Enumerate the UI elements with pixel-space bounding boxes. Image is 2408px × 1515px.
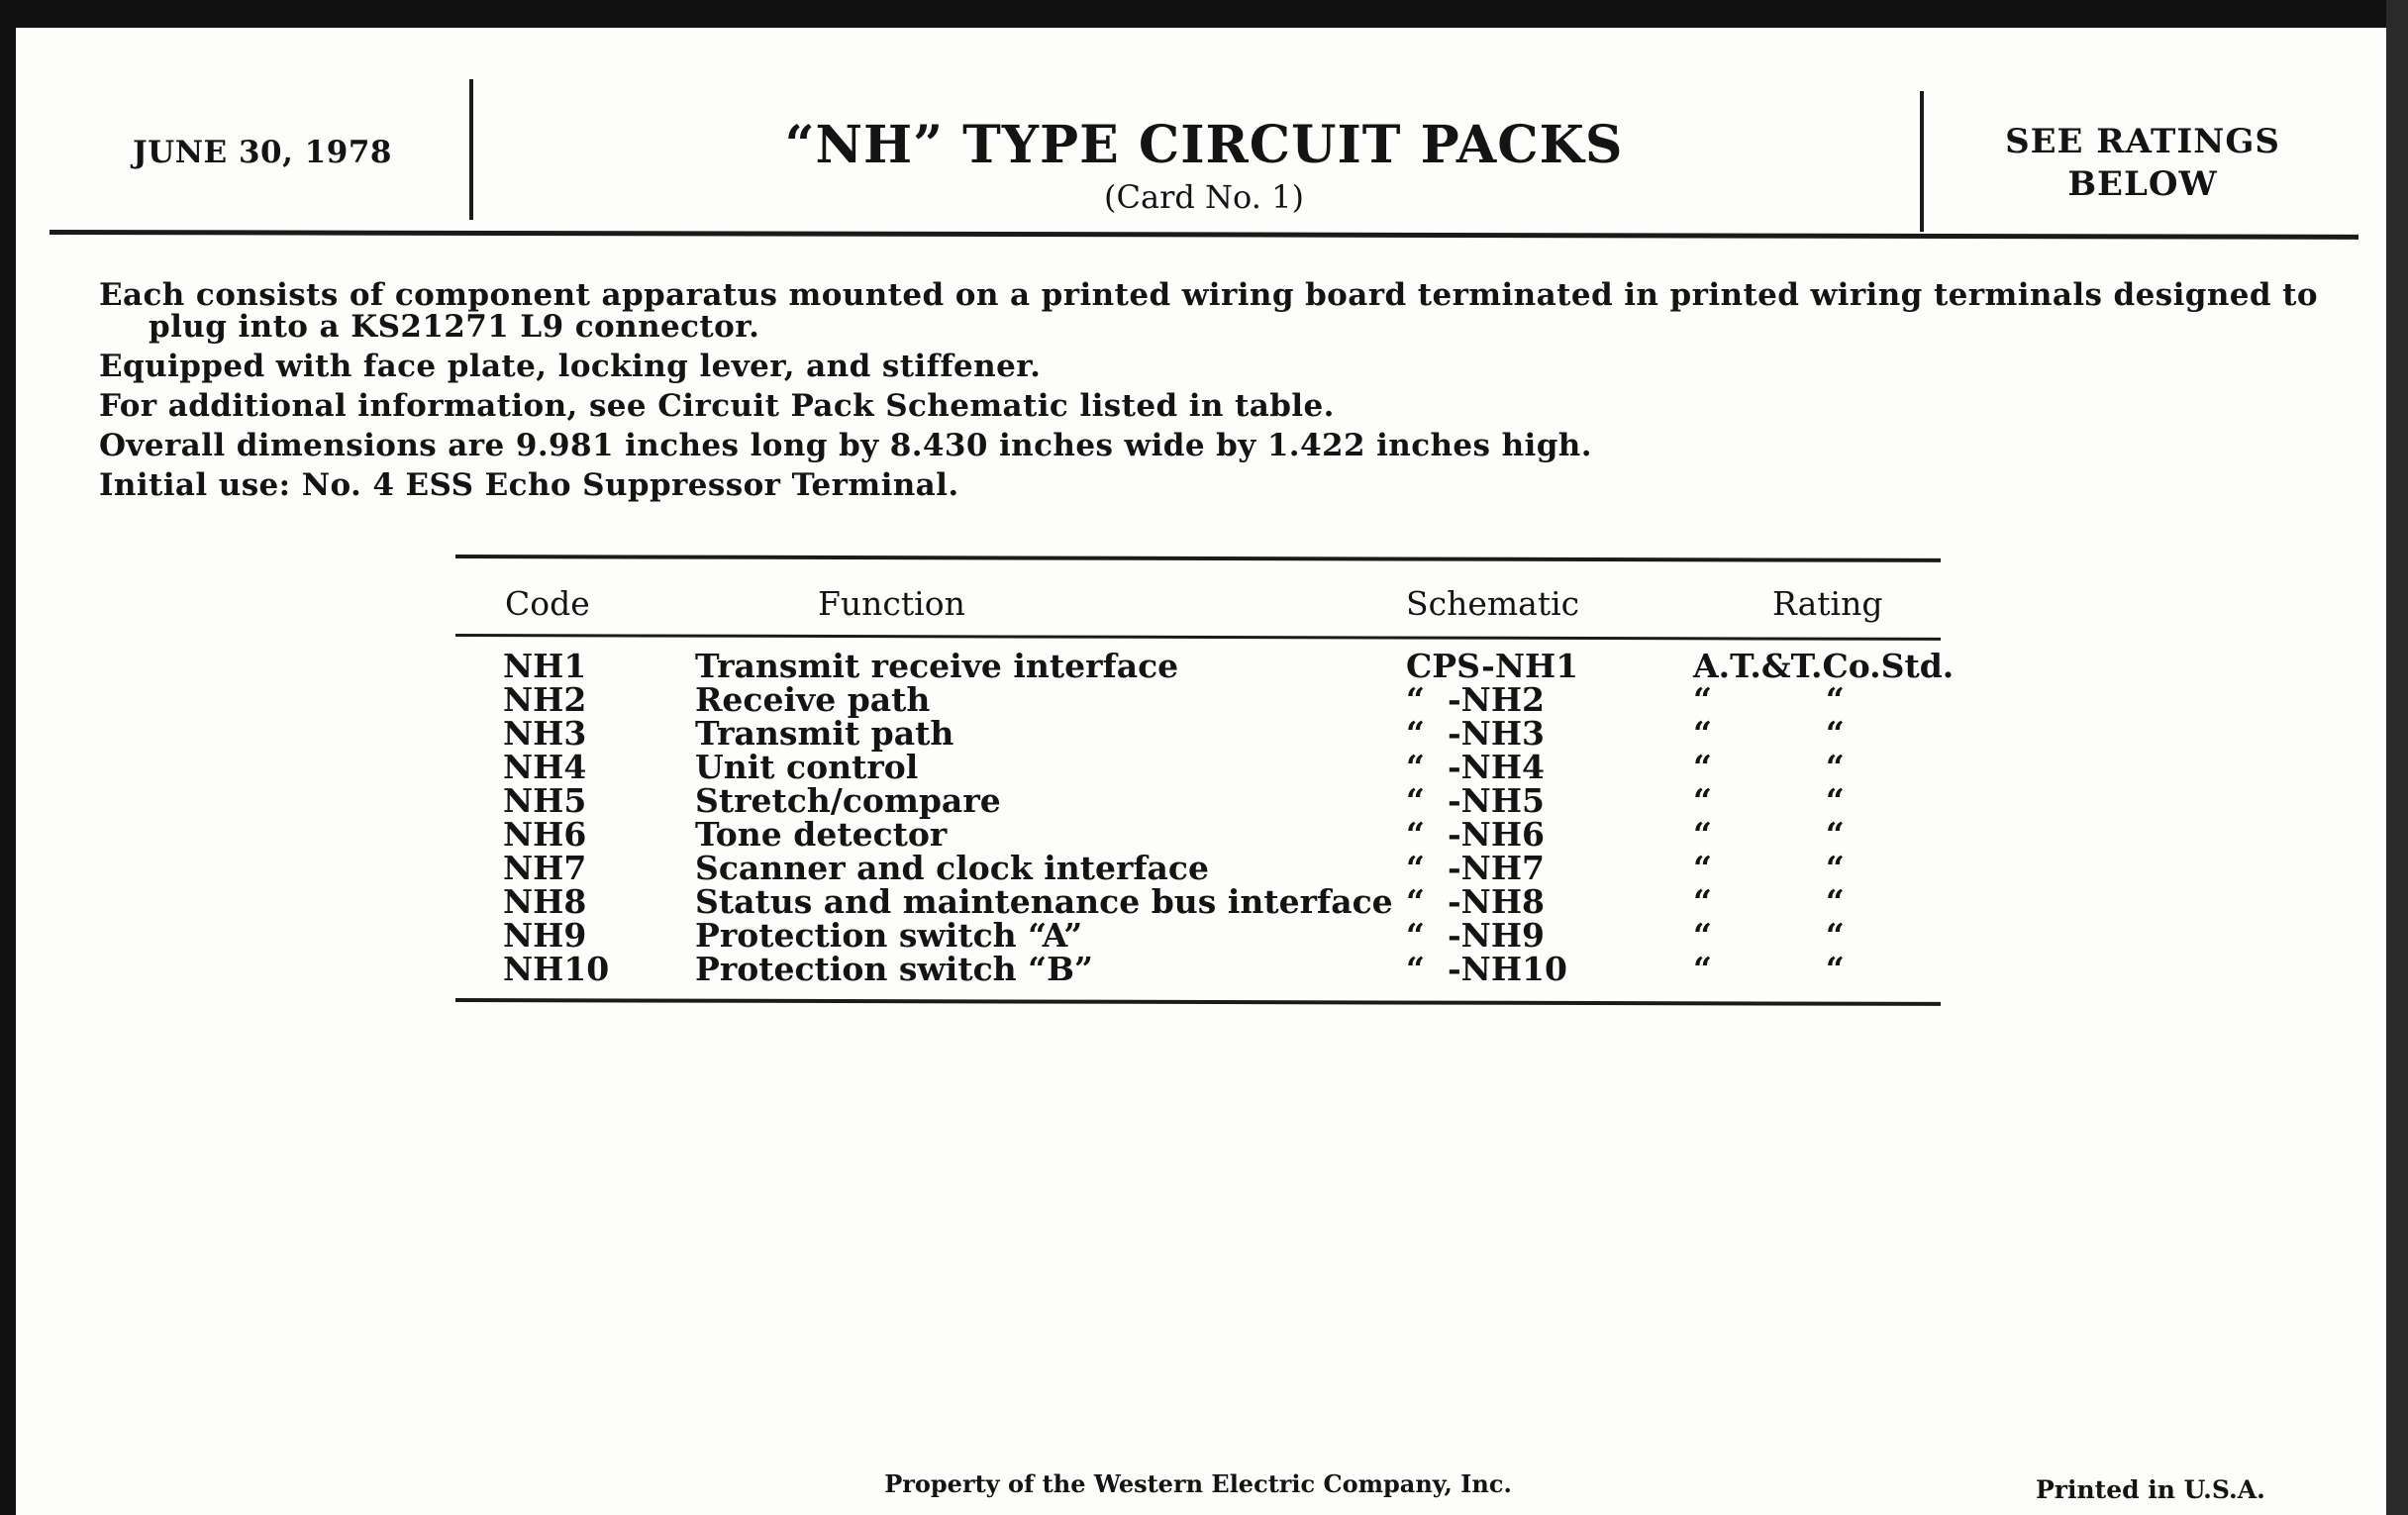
- cell-function: Stretch/compare: [695, 781, 1001, 820]
- table-header-rule: [455, 634, 1941, 641]
- cell-rating: “ “: [1693, 849, 1845, 887]
- table-row: [455, 647, 1955, 685]
- header-rule: [50, 230, 2358, 240]
- cell-code: NH4: [503, 748, 587, 786]
- cell-rating: “ “: [1693, 815, 1845, 854]
- column-header-code: Code: [505, 584, 590, 623]
- cell-schematic: “ -NH9: [1406, 916, 1545, 955]
- ratings-note: [1955, 121, 2331, 206]
- cell-schematic: “ -NH4: [1406, 748, 1545, 786]
- column-header-schematic: Schematic: [1406, 584, 1580, 623]
- description-line: Initial use: No. 4 ESS Echo Suppressor Terminal.: [99, 467, 959, 503]
- description: [99, 275, 2327, 505]
- column-header-function: Function: [818, 584, 965, 623]
- table-row: [455, 748, 1941, 786]
- scan-edge: [2386, 0, 2408, 1515]
- catalog-card: [16, 28, 2398, 1515]
- table-bottom-rule: [455, 998, 1941, 1006]
- cell-code: NH6: [503, 815, 587, 854]
- description-line: Overall dimensions are 9.981 inches long by 8.430 inches wide by 1.422 inches high.: [99, 428, 1592, 463]
- cell-rating: “ “: [1693, 950, 1845, 988]
- cell-rating: “ “: [1693, 916, 1845, 955]
- cell-schematic: “ -NH5: [1406, 781, 1545, 820]
- description-line: Equipped with face plate, locking lever, and stiffener.: [99, 349, 1042, 384]
- cell-code: NH10: [503, 950, 610, 988]
- cell-code: NH2: [503, 680, 587, 719]
- table-row: [455, 882, 1941, 921]
- cell-function: Receive path: [695, 680, 931, 719]
- column-header-rating: Rating: [1772, 584, 1883, 623]
- description-line: For additional information, see Circuit Pack Schematic listed in table.: [99, 388, 1335, 424]
- cell-schematic: CPS-NH1: [1406, 647, 1579, 685]
- table-row: [455, 680, 1941, 719]
- cell-rating: A.T.&T.Co.Std.: [1693, 647, 1955, 685]
- description-line: Each consists of component apparatus mounted on a printed wiring board terminated in printed wiring terminals designed to: [99, 277, 2318, 313]
- description-line: plug into a KS21271 L9 connector.: [149, 309, 760, 345]
- cell-function: Scanner and clock interface: [695, 849, 1210, 887]
- issue-date: JUNE 30, 1978: [133, 135, 392, 170]
- table-row: [455, 950, 1941, 988]
- table-top-rule: [455, 555, 1941, 562]
- cell-code: NH3: [503, 714, 587, 753]
- cell-schematic: “ -NH2: [1406, 680, 1545, 719]
- cell-code: NH8: [503, 882, 587, 921]
- cell-code: NH5: [503, 781, 587, 820]
- ratings-note-line1: SEE RATINGS: [2005, 122, 2280, 161]
- cell-rating: “ “: [1693, 781, 1845, 820]
- cell-rating: “ “: [1693, 748, 1845, 786]
- ratings-note-line2: BELOW: [2067, 164, 2218, 204]
- cell-code: NH1: [503, 647, 587, 685]
- cell-rating: “ “: [1693, 680, 1845, 719]
- cell-rating: “ “: [1693, 714, 1845, 753]
- header-divider-right: [1920, 91, 1924, 232]
- printed-notice: Printed in U.S.A.: [2036, 1475, 2265, 1504]
- cell-function: Unit control: [695, 748, 919, 786]
- table-body: [455, 647, 1955, 988]
- cell-function: Status and maintenance bus interface: [695, 882, 1393, 921]
- cell-function: Protection switch “B”: [695, 950, 1094, 988]
- cell-function: Transmit receive interface: [695, 647, 1179, 685]
- table-row: [455, 815, 1941, 854]
- cell-function: Transmit path: [695, 714, 954, 753]
- card-number: (Card No. 1): [1104, 178, 1304, 216]
- cell-code: NH9: [503, 916, 587, 955]
- cell-function: Protection switch “A”: [695, 916, 1083, 955]
- table-row: [455, 781, 1941, 820]
- table-row: [455, 714, 1941, 753]
- cell-code: NH7: [503, 849, 587, 887]
- page-title: “NH” TYPE CIRCUIT PACKS: [784, 115, 1624, 175]
- table-row: [455, 916, 1941, 955]
- table-row: [455, 849, 1941, 887]
- property-notice: Property of the Western Electric Company, Inc.: [884, 1469, 1512, 1498]
- cell-schematic: “ -NH3: [1406, 714, 1545, 753]
- cell-function: Tone detector: [695, 815, 948, 854]
- cell-schematic: “ -NH7: [1406, 849, 1545, 887]
- cell-schematic: “ -NH8: [1406, 882, 1545, 921]
- cell-schematic: “ -NH6: [1406, 815, 1545, 854]
- cell-rating: “ “: [1693, 882, 1845, 921]
- cell-schematic: “ -NH10: [1406, 950, 1567, 988]
